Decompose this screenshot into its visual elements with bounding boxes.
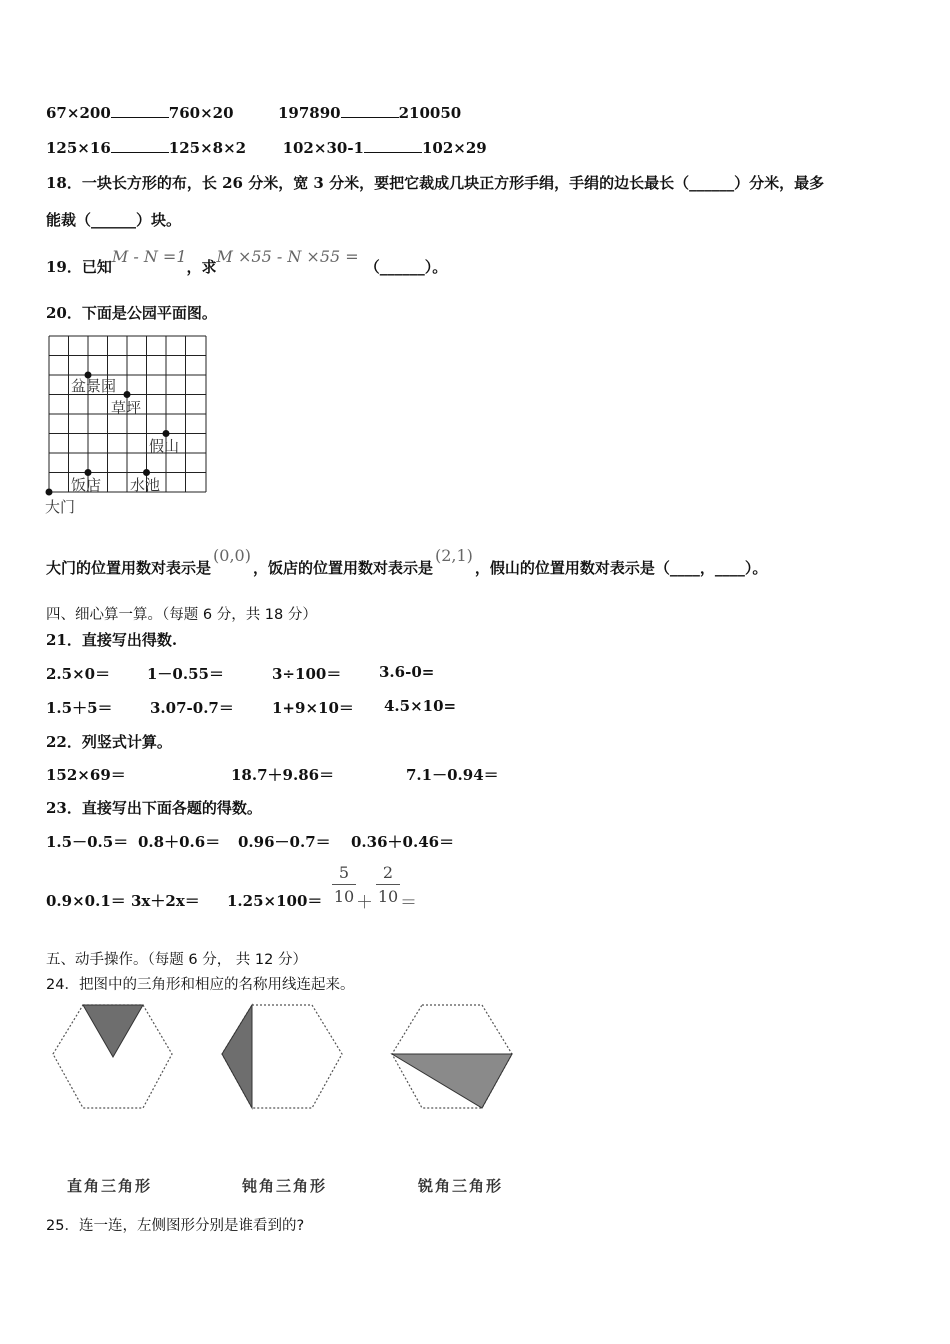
q18-line2: 能裁（______）块。 [46,211,182,229]
section5-title: 五、动手操作。（每题 6 分， 共 12 分） [46,952,307,968]
point-caoping [124,391,131,398]
q23-eq: ＝ [400,893,417,913]
q17-r2a-left: 125×16 [46,139,111,157]
q22-title: 22．列竖式计算。 [46,733,172,751]
q21-r1-c3: 3÷100＝ [272,665,342,683]
label-shuichi: 水池 [130,476,161,494]
q21-r1-c1: 2.5×0＝ [46,665,111,683]
q21-r2-c3: 1+9×10＝ [272,699,354,717]
park-map [40,330,220,520]
q17-r1b-left: 197890 [278,104,341,122]
q21-r1-c2: 1－0.55＝ [147,665,224,683]
q20-sentence-a: 大门的位置用数对表示是 [46,559,212,577]
point-jiashan [163,430,170,437]
q23-fraction-2 [376,863,400,906]
q23-frac1-num: 5 [338,863,350,882]
q23-frac2-den: 10 [377,887,399,906]
q17-row1 [46,103,461,122]
q20-sentence-c: ，假山的位置用数对表示是（____，____）。 [474,559,768,577]
q22-item-3: 7.1－0.94＝ [406,766,499,784]
q20-sentence-b: ，饭店的位置用数对表示是 [252,559,433,577]
hexagon-figures [40,995,530,1120]
q23-r2-c2: 3x＋2x＝ [131,892,200,910]
q19-mid: ，求 [186,258,217,276]
q22-item-1: 152×69＝ [46,766,126,784]
q18-line1: 18．一块长方形的布，长 26 分米，宽 3 分米，要把它裁成几块正方形手绢，手绢的边长最长（______）分米，最多 [46,174,825,192]
q23-r1-c1: 1.5－0.5＝ [46,833,129,851]
q20-title: 20．下面是公园平面图。 [46,304,217,322]
q21-r2-c2: 3.07-0.7＝ [150,699,234,717]
q17-r1a-left: 67×200 [46,104,111,122]
point-shuichi [143,469,150,476]
q22-item-2: 18.7＋9.86＝ [231,766,335,784]
q23-fraction-1 [332,863,356,906]
triangle-2-shaded[interactable] [222,1005,252,1108]
q19-expr: M ×55 - N ×55 = [216,247,359,266]
q20-coord-a: (0,0) [213,546,251,565]
section4-title: 四、细心算一算。（每题 6 分，共 18 分） [46,607,317,623]
q24-title: 24．把图中的三角形和相应的名称用线连起来。 [46,977,355,993]
point-damen [46,489,53,496]
q17-r2a-right: 125×8×2 [168,139,247,157]
q17-r2b-right: 102×29 [421,139,487,157]
q25-title: 25．连一连，左侧图形分别是谁看到的? [46,1218,305,1234]
hexagon-3 [392,1005,512,1108]
q20-answer-line [46,545,768,577]
q21-r1-c4: 3.6-0= [379,663,435,681]
label-penjing: 盆景园 [71,377,117,395]
q21-r2-c1: 1.5＋5＝ [46,699,113,717]
q19-line [46,246,448,276]
q19-suffix: （______）。 [364,258,448,276]
point-fandian [85,469,92,476]
label-obtuse-triangle[interactable]: 钝角三角形 [242,1177,328,1195]
label-fandian: 饭店 [71,476,102,494]
q23-r1-c4: 0.36＋0.46＝ [351,833,455,851]
q20-coord-b: (2,1) [434,546,473,565]
q23-frac2-num: 2 [382,863,394,882]
q17-r1b-right: 210050 [398,104,462,122]
q23-plus: ＋ [356,893,373,913]
q17-row2 [46,138,487,157]
q23-r1-c2: 0.8＋0.6＝ [138,833,221,851]
label-jiashan: 假山 [149,437,180,455]
q23-r2-c1: 0.9×0.1＝ [46,892,126,910]
q17-r2a-blank[interactable] [111,138,169,153]
q17-r1a-right: 760×20 [168,104,234,122]
triangle-3-shaded[interactable] [392,1054,512,1108]
q17-r1b-blank[interactable] [341,103,399,118]
q21-title: 21．直接写出得数. [46,631,178,649]
q17-r2b-blank[interactable] [364,138,422,153]
q23-r2-c3: 1.25×100＝ [227,892,323,910]
q17-r1a-blank[interactable] [111,103,169,118]
label-acute-triangle[interactable]: 锐角三角形 [418,1177,504,1195]
q21-r2-c4: 4.5×10= [384,697,457,715]
hexagon-2 [222,1005,342,1108]
q23-frac1-den: 10 [333,887,355,906]
q19-prefix: 19．已知 [46,258,112,276]
hexagon-1 [53,1005,172,1108]
q17-r2b-left: 102×30-1 [282,139,364,157]
q19-given: M - N =1 [111,247,187,266]
label-right-triangle[interactable]: 直角三角形 [67,1177,153,1195]
q23-r1-c3: 0.96－0.7＝ [238,833,331,851]
triangle-1-shaded[interactable] [83,1005,143,1057]
label-caoping: 草坪 [111,399,142,417]
label-damen: 大门 [45,498,76,516]
q23-title: 23．直接写出下面各题的得数。 [46,799,262,817]
